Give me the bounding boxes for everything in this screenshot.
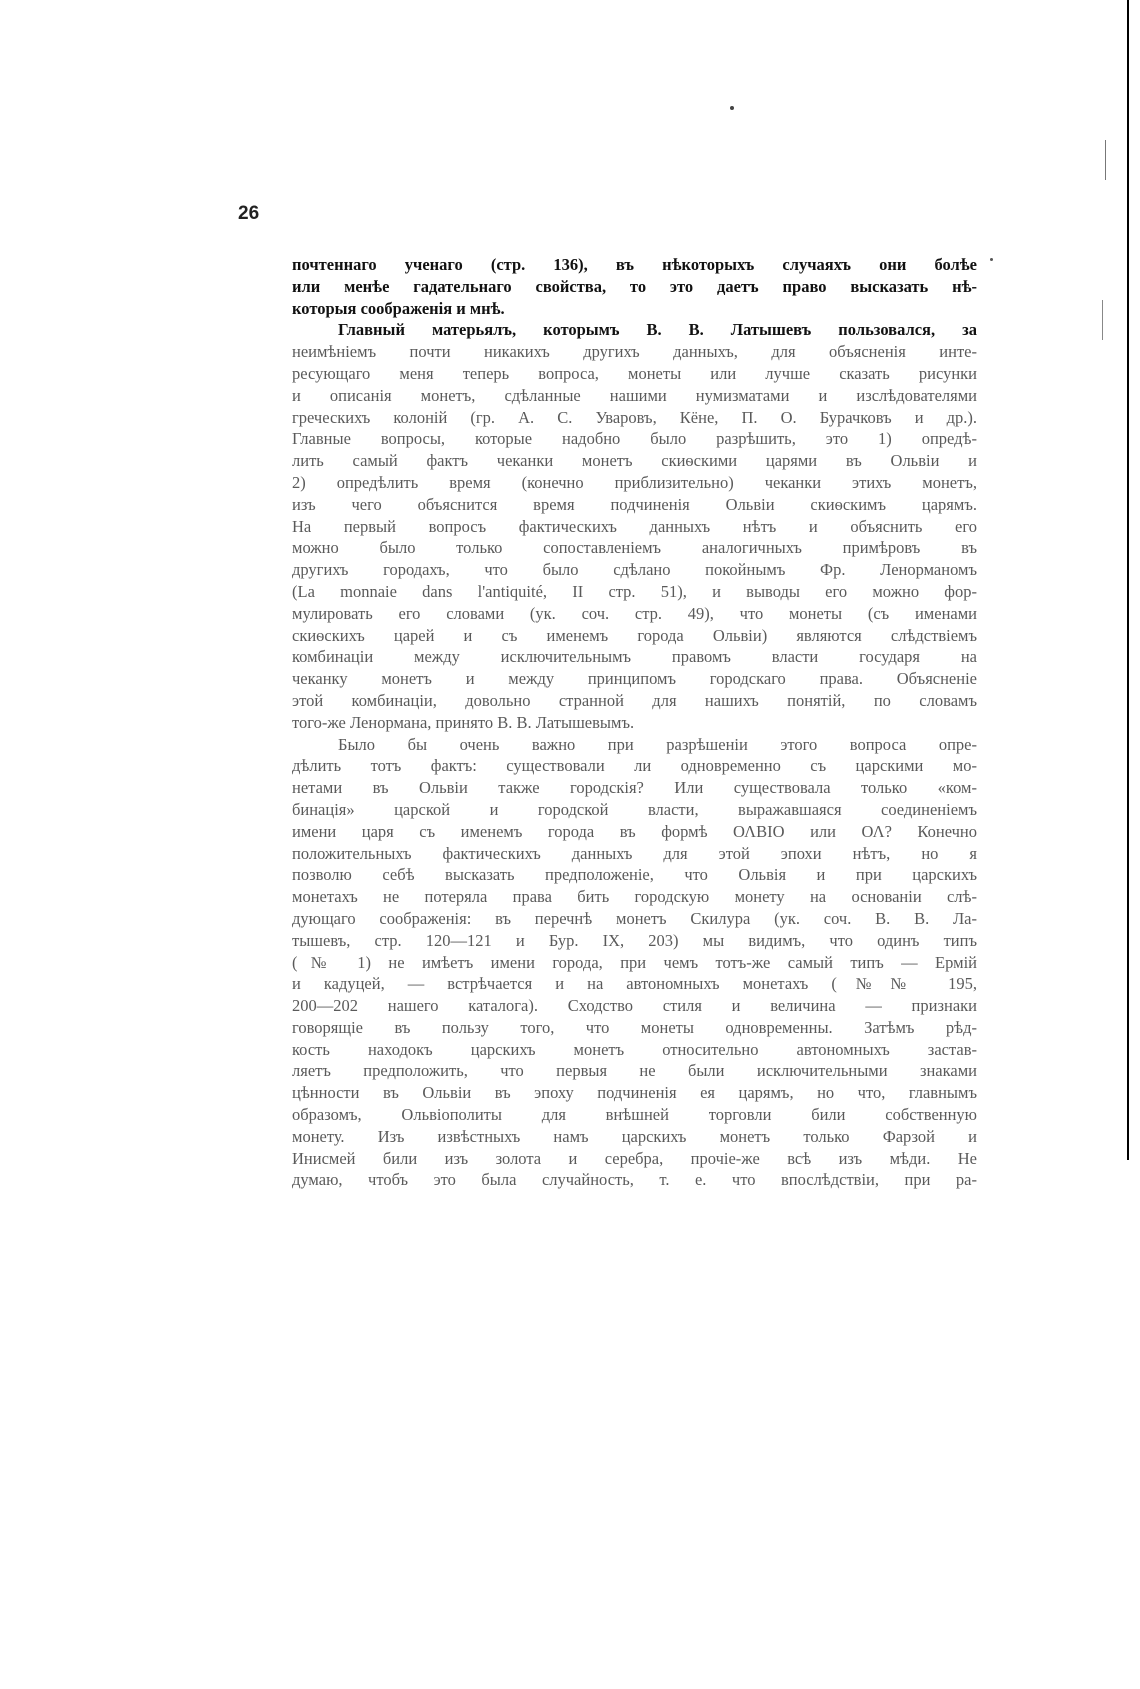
text-line: (La monnaie dans l'antiquité, II стр. 51), и выводы его можно фор- xyxy=(292,581,977,601)
page-edge-mark xyxy=(1105,140,1106,180)
text-line: 2) опредѣлить время (конечно приблизительно) чеканки этихъ монетъ, xyxy=(292,472,977,492)
text-line: ляетъ предположить, что первыя не были исключительными знаками xyxy=(292,1061,977,1081)
text-line: лить самый фактъ чеканки монетъ скиѳскими царями въ Ольвіи и xyxy=(292,451,977,471)
text-line: монетахъ не потеряла права бить городскую монету на основаніи слѣ- xyxy=(292,887,977,907)
speck-top xyxy=(730,106,734,110)
text-line: (№ 1) не имѣетъ имени города, при чемъ тотъ-же самый типъ — Ермій xyxy=(292,952,977,972)
text-line: другихъ городахъ, что было сдѣлано покойнымъ Фр. Ленорманомъ xyxy=(292,560,977,580)
text-line: образомъ, Ольвіополиты для внѣшней торговли били собственную xyxy=(292,1105,977,1125)
text-line: кость находокъ царскихъ монетъ относительно автономныхъ застав- xyxy=(292,1039,977,1059)
text-line: думаю, чтобъ это была случайность, т. е. что впослѣдствіи, при ра- xyxy=(292,1170,977,1190)
text-line: почтеннаго ученаго (стр. 136), въ нѣкоторыхъ случаяхъ они болѣе xyxy=(292,255,977,274)
paragraph-start-line: Главный матерьялъ, которымъ В. В. Латышевъ пользовался, за xyxy=(338,320,977,340)
text-line: или менѣе гадательнаго свойства, то это даетъ право высказать нѣ- xyxy=(292,276,977,296)
text-line: имени царя съ именемъ города въ формѣ ΟΛΒΙΟ или ΟΛ? Конечно xyxy=(292,821,977,841)
text-line: тышевъ, стр. 120—121 и Бур. IX, 203) мы видимъ, что одинъ типъ xyxy=(292,930,977,950)
text-line: и описанія монетъ, сдѣланные нашими нумизматами и изслѣдователями xyxy=(292,385,977,405)
text-line: мулировать его словами (ук. соч. стр. 49), что монеты (съ именами xyxy=(292,603,977,623)
text-line: скиѳскихъ царей и съ именемъ города Ольвіи) являются слѣдствіемъ xyxy=(292,625,977,645)
text-line: позволю себѣ высказать предположеніе, что Ольвія и при царскихъ xyxy=(292,865,977,885)
text-line: нетами въ Ольвіи также городскія? Или существовала только «ком- xyxy=(292,778,977,798)
body-text xyxy=(292,254,977,1191)
speck-right xyxy=(990,258,993,261)
text-line: и кадуцей, — встрѣчается и на автономныхъ монетахъ (№№ 195, xyxy=(292,974,977,994)
text-line: чеканку монетъ и между принципомъ городскаго права. Объясненіе xyxy=(292,669,977,689)
text-line: неимѣніемъ почти никакихъ другихъ данныхъ, для объясненія инте- xyxy=(292,342,977,362)
text-line: греческихъ колоній (гр. А. С. Уваровъ, Кёне, П. О. Бурачковъ и др.). xyxy=(292,407,977,427)
text-line: цѣнности въ Ольвіи въ эпоху подчиненія ея царямъ, но что, главнымъ xyxy=(292,1083,977,1103)
text-line: того-же Ленормана, принято В. В. Латышевымъ. xyxy=(292,712,635,732)
text-line: На первый вопросъ фактическихъ данныхъ нѣтъ и объяснить его xyxy=(292,516,977,536)
text-line: которыя соображенія и мнѣ. xyxy=(292,298,505,318)
text-line: ресующаго меня теперь вопроса, монеты или лучше сказать рисунки xyxy=(292,363,977,383)
text-line: дѣлить тотъ фактъ: существовали ли одновременно съ царскими мо- xyxy=(292,756,977,776)
text-line: дующаго соображенія: въ перечнѣ монетъ Скилура (ук. соч. В. В. Ла- xyxy=(292,908,977,928)
text-line: говорящіе въ пользу того, что монеты одновременны. Затѣмъ рѣд- xyxy=(292,1017,977,1037)
page-edge-mark xyxy=(1102,300,1103,340)
text-line: Инисмей били изъ золота и серебра, прочіе-же всѣ изъ мѣди. Не xyxy=(292,1148,977,1168)
text-line: монету. Изъ извѣстныхъ намъ царскихъ монетъ только Фарзой и xyxy=(292,1126,977,1146)
text-line: Главные вопросы, которые надобно было разрѣшить, это 1) опредѣ- xyxy=(292,429,977,449)
page-number: 26 xyxy=(238,203,260,224)
text-line: положительныхъ фактическихъ данныхъ для этой эпохи нѣтъ, но я xyxy=(292,843,977,863)
text-line: можно было только сопоставленіемъ аналогичныхъ примѣровъ въ xyxy=(292,538,977,558)
text-line: 200—202 нашего каталога). Сходство стиля и величина — признаки xyxy=(292,996,977,1016)
text-line: комбинаціи между исключительнымъ правомъ власти государя на xyxy=(292,647,977,667)
text-line: изъ чего объяснится время подчиненія Ольвіи скиѳскимъ царямъ. xyxy=(292,494,977,514)
text-line: этой комбинаціи, довольно странной для нашихъ понятій, по словамъ xyxy=(292,690,977,710)
page-edge-line xyxy=(1127,0,1129,1160)
paragraph-start-line: Было бы очень важно при разрѣшеніи этого вопроса опре- xyxy=(338,734,977,754)
text-line: бинація» царской и городской власти, выражавшаяся соединеніемъ xyxy=(292,799,977,819)
